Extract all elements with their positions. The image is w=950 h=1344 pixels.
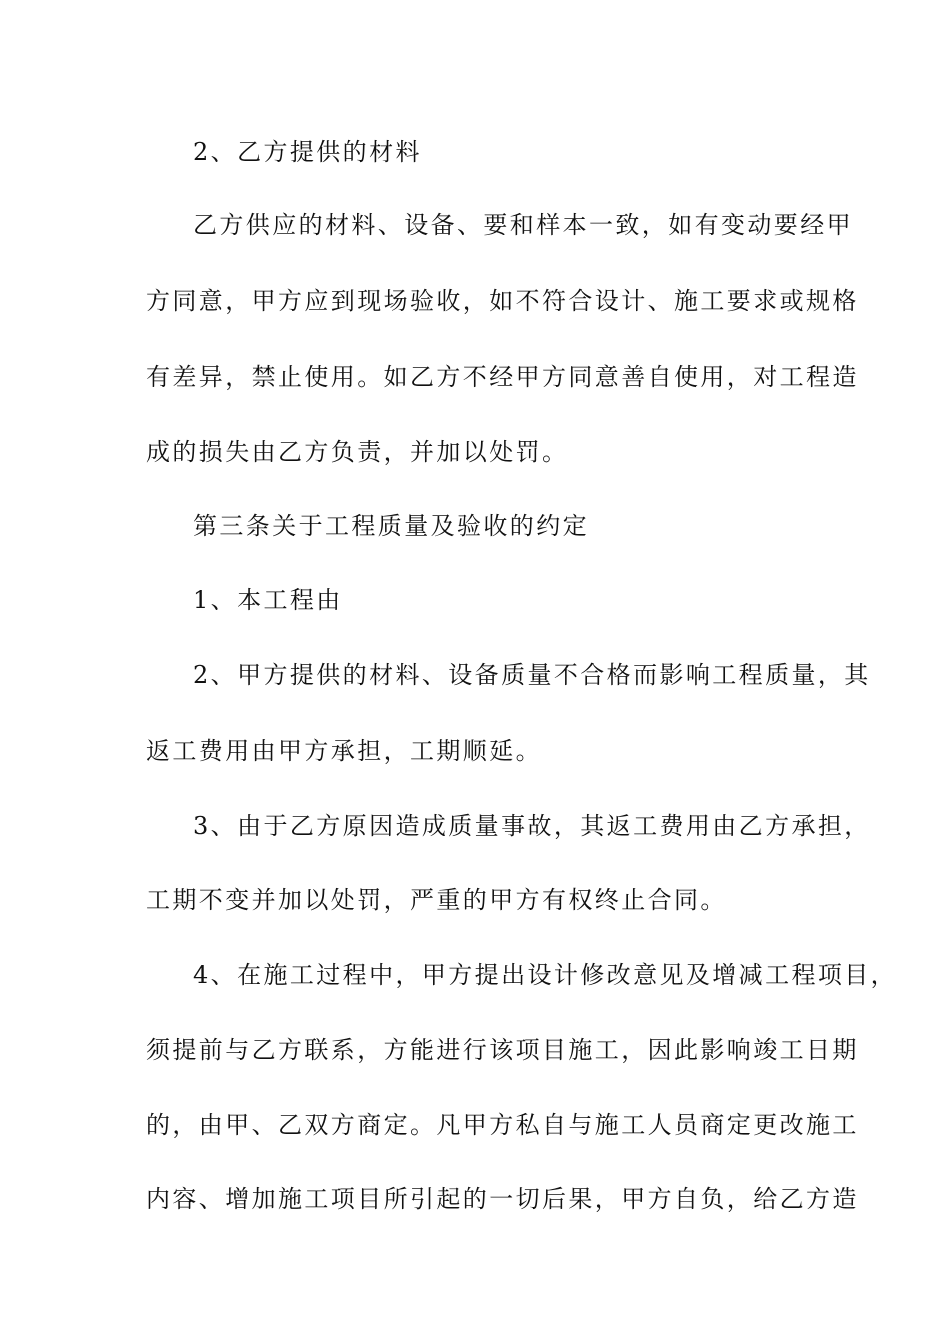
paragraph-line: 有差异，禁止使用。如乙方不经甲方同意善自使用，对工程造 xyxy=(146,363,859,391)
clause-line: 2、甲方提供的材料、设备质量不合格而影响工程质量，其 xyxy=(193,661,871,689)
clause-line: 4、在施工过程中，甲方提出设计修改意见及增减工程项目， xyxy=(193,961,898,989)
clause-line: 3、由于乙方原因造成质量事故，其返工费用由乙方承担， xyxy=(193,812,871,840)
paragraph-line: 内容、增加施工项目所引起的一切后果，甲方自负，给乙方造 xyxy=(146,1185,859,1213)
paragraph-line: 成的损失由乙方负责，并加以处罚。 xyxy=(146,438,569,466)
clause-line: 1、本工程由 xyxy=(193,586,343,614)
paragraph-line: 方同意，甲方应到现场验收，如不符合设计、施工要求或规格 xyxy=(146,287,859,315)
paragraph-line: 的，由甲、乙双方商定。凡甲方私自与施工人员商定更改施工 xyxy=(146,1111,859,1139)
paragraph-line: 返工费用由甲方承担，工期顺延。 xyxy=(146,737,542,765)
paragraph-line: 须提前与乙方联系，方能进行该项目施工，因此影响竣工日期 xyxy=(146,1036,859,1064)
article-heading: 第三条关于工程质量及验收的约定 xyxy=(193,512,589,540)
section-heading-materials: 2、乙方提供的材料 xyxy=(193,138,422,166)
paragraph-line: 工期不变并加以处罚，严重的甲方有权终止合同。 xyxy=(146,886,727,914)
paragraph-line: 乙方供应的材料、设备、要和样本一致，如有变动要经甲 xyxy=(193,211,853,239)
